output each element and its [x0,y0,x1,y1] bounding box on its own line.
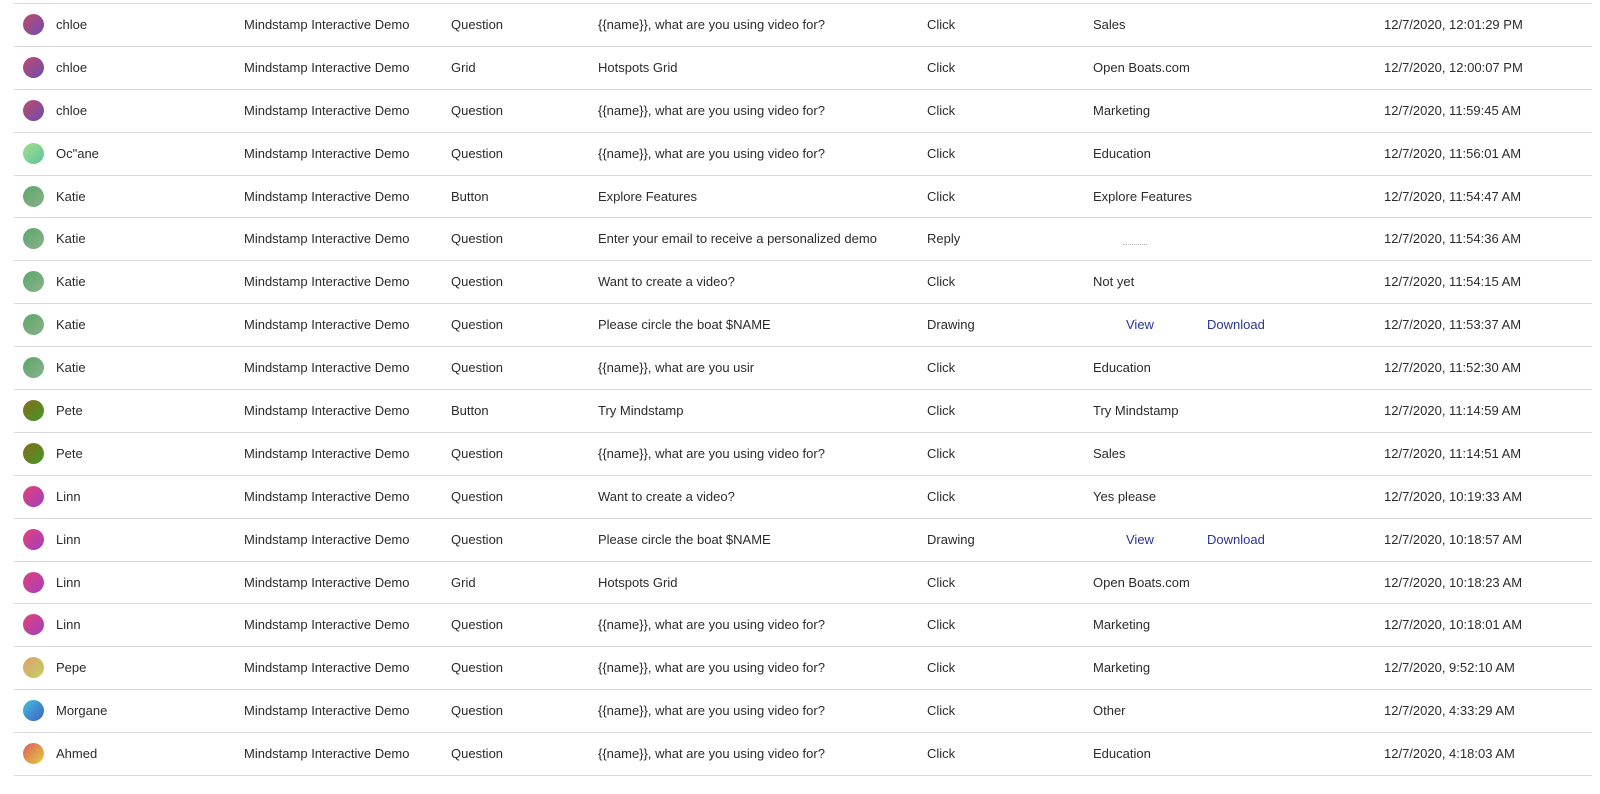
response-value: Explore Features [1093,188,1192,204]
viewer-name: Linn [56,531,81,547]
table-row[interactable] [14,90,1592,133]
video-title: Mindstamp Interactive Demo [244,360,410,376]
table-row[interactable] [14,261,1592,304]
view-drawing-link[interactable]: View [1126,317,1154,333]
interaction-prompt: {{name}}, what are you using video for? [598,660,825,676]
timestamp: 12/7/2020, 9:52:10 AM [1384,660,1515,676]
interaction-prompt: {{name}}, what are you using video for? [598,145,825,161]
timestamp: 12/7/2020, 4:33:29 AM [1384,703,1515,719]
action-type: Click [927,660,956,676]
interaction-type: Button [451,403,489,419]
video-title: Mindstamp Interactive Demo [244,274,410,290]
action-type: Reply [927,231,961,247]
interaction-type: Question [451,317,504,333]
interaction-prompt: {{name}}, what are you using video for? [598,703,825,719]
response-value: Sales [1093,17,1126,32]
avatar [23,700,44,721]
avatar [23,443,44,464]
timestamp: 12/7/2020, 10:18:01 AM [1384,617,1523,633]
timestamp: 12/7/2020, 10:19:33 AM [1384,488,1523,504]
avatar [23,186,44,207]
video-title: Mindstamp Interactive Demo [244,17,410,32]
response-redacted [1093,218,1147,260]
avatar [23,529,44,550]
response-value: Try Mindstamp [1093,403,1179,419]
interaction-type: Question [451,531,504,547]
response-value: Marketing [1093,617,1151,633]
response-value: Education [1093,145,1151,161]
video-title: Mindstamp Interactive Demo [244,574,410,590]
interaction-prompt: {{name}}, what are you using video for? [598,17,825,32]
action-type: Click [927,445,956,461]
download-drawing-link[interactable]: Download [1207,317,1265,333]
interaction-type: Question [451,145,504,161]
avatar [23,228,44,249]
timestamp: 12/7/2020, 11:54:15 AM [1384,274,1522,290]
table-row[interactable] [14,390,1592,433]
timestamp: 12/7/2020, 11:52:30 AM [1384,360,1522,376]
action-type: Click [927,102,956,118]
avatar [23,572,44,593]
response-value: Open Boats.com [1093,574,1190,590]
action-type: Click [927,188,956,204]
table-row[interactable] [14,476,1592,519]
viewer-name: chloe [56,102,88,118]
timestamp: 12/7/2020, 11:56:01 AM [1384,145,1522,161]
avatar [23,14,44,35]
interaction-type: Question [451,488,504,504]
interaction-prompt: Enter your email to receive a personalized demo [598,231,877,247]
interaction-type: Question [451,17,504,32]
interaction-prompt: Please circle the boat $NAME [598,531,771,547]
interaction-type: Question [451,746,504,762]
table-row[interactable] [14,304,1592,347]
viewer-name: Katie [56,231,86,247]
timestamp: 12/7/2020, 10:18:23 AM [1384,574,1523,590]
action-type: Click [927,703,956,719]
table-row[interactable] [14,218,1592,261]
interaction-prompt: Explore Features [598,188,697,204]
table-row[interactable] [14,519,1592,562]
video-title: Mindstamp Interactive Demo [244,59,410,75]
viewer-name: Ahmed [56,746,98,762]
interaction-prompt: Try Mindstamp [598,403,684,419]
table-row[interactable] [14,176,1592,219]
response-value: Not yet [1093,274,1135,290]
table-row[interactable] [14,690,1592,733]
responses-table [14,3,1592,776]
video-title: Mindstamp Interactive Demo [244,231,410,247]
timestamp: 12/7/2020, 11:14:51 AM [1384,445,1522,461]
video-title: Mindstamp Interactive Demo [244,403,410,419]
interaction-type: Grid [451,574,476,590]
viewer-name: Morgane [56,703,108,719]
action-type: Click [927,403,956,419]
interaction-prompt: {{name}}, what are you using video for? [598,102,825,118]
interaction-type: Question [451,360,504,376]
viewer-name: Oc"ane [56,145,99,161]
timestamp: 12/7/2020, 10:18:57 AM [1384,531,1523,547]
action-type: Click [927,488,956,504]
viewer-name: Linn [56,617,81,633]
table-row[interactable] [14,433,1592,476]
view-drawing-link[interactable]: View [1126,531,1154,547]
action-type: Drawing [927,531,975,547]
video-title: Mindstamp Interactive Demo [244,531,410,547]
video-title: Mindstamp Interactive Demo [244,317,410,333]
response-value: Other [1093,703,1126,719]
video-title: Mindstamp Interactive Demo [244,488,410,504]
action-type: Click [927,17,956,32]
interaction-type: Question [451,231,504,247]
avatar [23,486,44,507]
interaction-type: Question [451,617,504,633]
viewer-name: Katie [56,274,86,290]
viewer-name: Katie [56,317,86,333]
avatar [23,100,44,121]
timestamp: 12/7/2020, 12:00:07 PM [1384,59,1523,75]
viewer-name: Pepe [56,660,87,676]
viewer-name: Linn [56,488,81,504]
timestamp: 12/7/2020, 11:14:59 AM [1384,403,1522,419]
viewer-name: chloe [56,59,88,75]
video-title: Mindstamp Interactive Demo [244,102,410,118]
viewer-name: chloe [56,17,88,32]
viewer-name: Katie [56,360,86,376]
interaction-type: Question [451,274,504,290]
table-row[interactable] [14,347,1592,390]
avatar [23,57,44,78]
table-row[interactable] [14,647,1592,690]
avatar [23,614,44,635]
interaction-type: Question [451,660,504,676]
response-value: Education [1093,746,1151,762]
timestamp: 12/7/2020, 11:54:47 AM [1384,188,1522,204]
action-type: Drawing [927,317,975,333]
avatar [23,271,44,292]
video-title: Mindstamp Interactive Demo [244,188,410,204]
action-type: Click [927,574,956,590]
table-row[interactable] [14,133,1592,176]
viewer-name: Pete [56,403,83,419]
response-value: Marketing [1093,660,1151,676]
avatar [23,743,44,764]
interaction-prompt: Hotspots Grid [598,574,678,590]
response-value: Yes please [1093,488,1157,504]
interaction-prompt: Hotspots Grid [598,59,678,75]
viewer-name: Pete [56,445,83,461]
interaction-type: Question [451,102,504,118]
timestamp: 12/7/2020, 11:54:36 AM [1384,231,1522,247]
interaction-type: Question [451,445,504,461]
interaction-type: Grid [451,59,476,75]
avatar [23,657,44,678]
interaction-prompt: {{name}}, what are you using video for? [598,617,825,633]
response-value: Sales [1093,445,1126,461]
action-type: Click [927,274,956,290]
video-title: Mindstamp Interactive Demo [244,703,410,719]
interaction-prompt: Please circle the boat $NAME [598,317,771,333]
interaction-prompt: Want to create a video? [598,274,735,290]
table-row[interactable] [14,47,1592,90]
video-title: Mindstamp Interactive Demo [244,660,410,676]
video-title: Mindstamp Interactive Demo [244,617,410,633]
interaction-type: Question [451,703,504,719]
avatar [23,357,44,378]
viewer-name: Linn [56,574,81,590]
response-value: Education [1093,360,1151,376]
interaction-prompt: Want to create a video? [598,488,735,504]
avatar [23,143,44,164]
avatar [23,314,44,335]
response-value: Open Boats.com [1093,59,1190,75]
interaction-prompt: {{name}}, what are you using video for? [598,445,825,461]
interaction-prompt: {{name}}, what are you using video for? [598,746,825,762]
timestamp: 12/7/2020, 11:59:45 AM [1384,102,1522,118]
action-type: Click [927,59,956,75]
table-row[interactable] [14,562,1592,605]
avatar [23,400,44,421]
action-type: Click [927,145,956,161]
timestamp: 12/7/2020, 4:18:03 AM [1384,746,1515,762]
table-row[interactable] [14,604,1592,647]
interaction-prompt: {{name}}, what are you usir [598,360,755,376]
video-title: Mindstamp Interactive Demo [244,145,410,161]
action-type: Click [927,617,956,633]
table-row[interactable] [14,4,1592,47]
video-title: Mindstamp Interactive Demo [244,746,410,762]
action-type: Click [927,360,956,376]
interaction-type: Button [451,188,489,204]
download-drawing-link[interactable]: Download [1207,531,1265,547]
response-value: Marketing [1093,102,1151,118]
action-type: Click [927,746,956,762]
timestamp: 12/7/2020, 11:53:37 AM [1384,317,1522,333]
video-title: Mindstamp Interactive Demo [244,445,410,461]
table-row[interactable] [14,733,1592,776]
timestamp: 12/7/2020, 12:01:29 PM [1384,17,1523,32]
viewer-name: Katie [56,188,86,204]
